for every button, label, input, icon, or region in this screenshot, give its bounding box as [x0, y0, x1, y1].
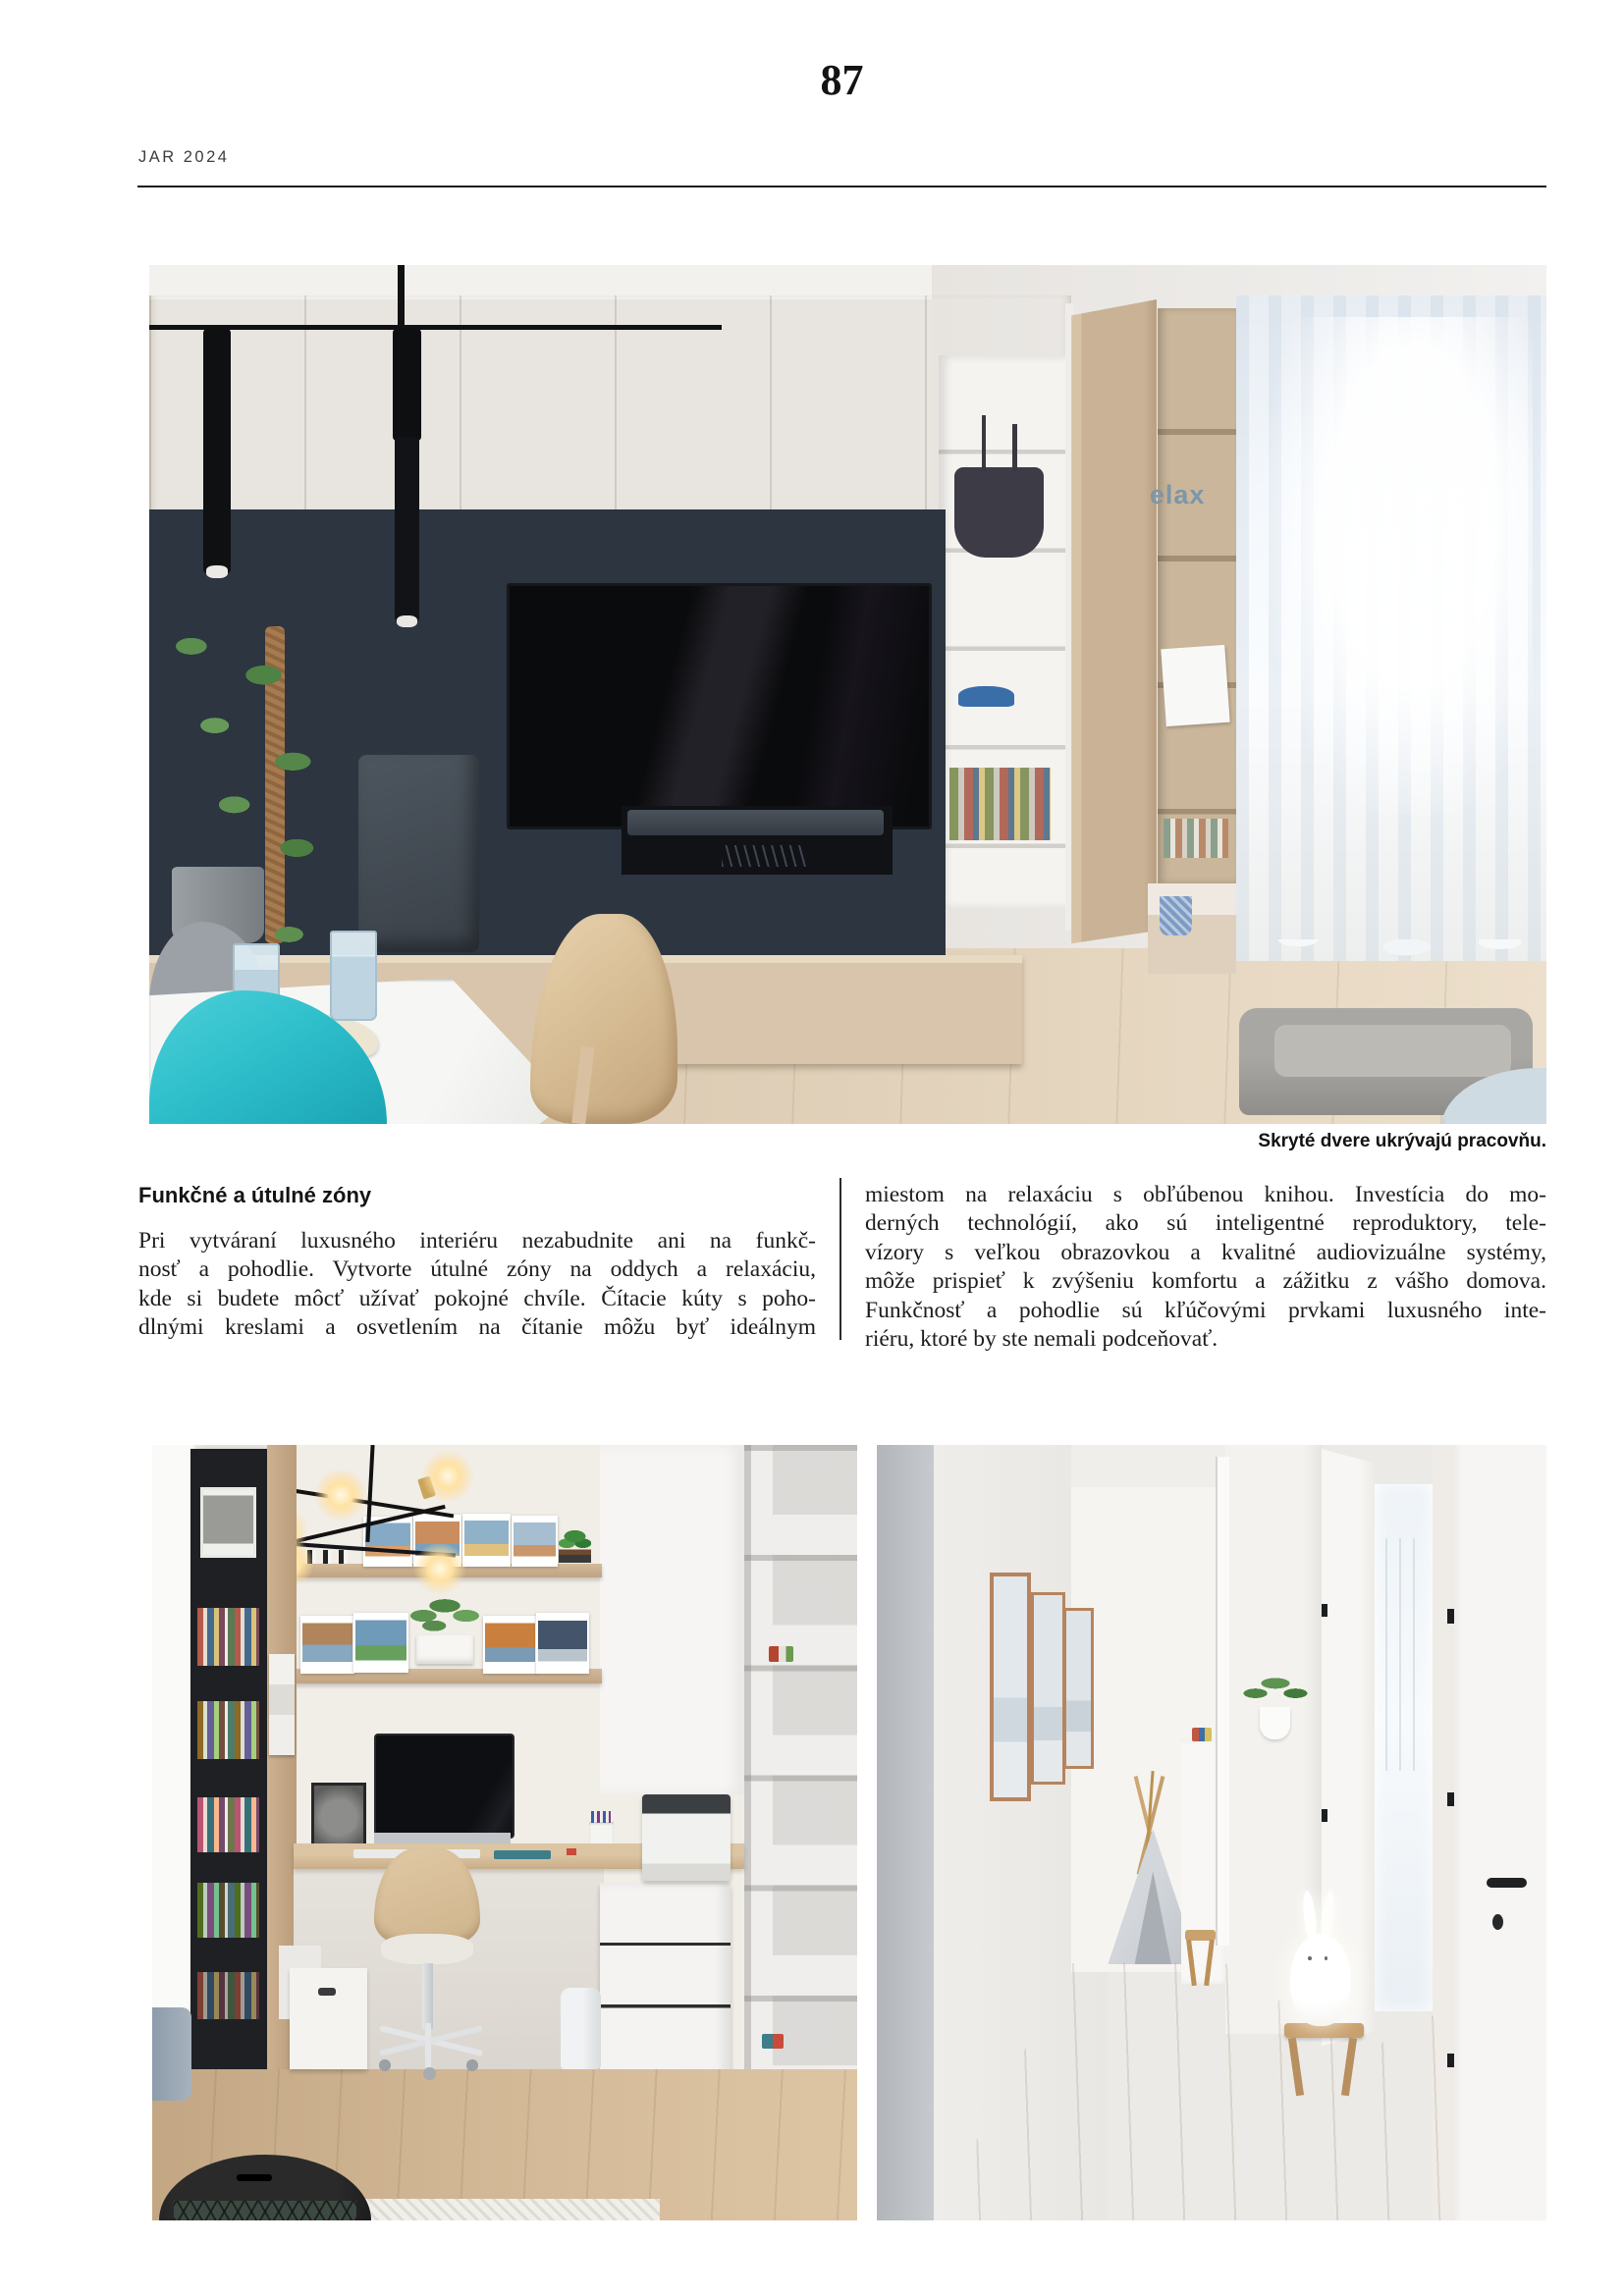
postcard-frame: [483, 1616, 536, 1674]
header-rule: [137, 186, 1546, 187]
lego-brick: [567, 1848, 575, 1855]
lego-toy: [769, 1646, 793, 1662]
right-door: [1450, 1445, 1546, 2220]
blue-basket: [1160, 896, 1192, 934]
notebook: [494, 1850, 550, 1859]
pedal-bin: [561, 1988, 600, 2069]
chair-gaslift: [422, 1963, 433, 2029]
bunny-lamp-body: [1290, 1934, 1350, 2027]
door-handle: [1487, 1878, 1527, 1888]
body-text-line: Pri vytváraní luxusného interiéru nezabudnite ani na funkč-: [138, 1228, 816, 1254]
photo-home-office: [152, 1445, 857, 2220]
bulb-glow: [421, 1451, 474, 1502]
body-text-line: môže prispieť k zvýšeniu komfortu a zážitku z vášho domova.: [865, 1268, 1546, 1295]
door-hinge: [1322, 1809, 1327, 1822]
body-text-line: dlnými kreslami a osvetlením na čítanie môžu byť ideálnym: [138, 1314, 816, 1341]
chair-leg: [425, 2023, 431, 2069]
article-heading: Funkčné a útulné zóny: [138, 1183, 372, 1207]
open-door-edge: [1216, 1457, 1229, 1946]
book-row: [197, 1797, 259, 1851]
printer: [642, 1794, 731, 1881]
book-row: [197, 1608, 259, 1666]
lego-toy: [762, 2034, 784, 2048]
pet-bed-cushion: [1274, 1025, 1512, 1077]
pendant-light-tip: [397, 615, 417, 627]
photo-caption: Skryté dvere ukrývajú pracovňu.: [1258, 1131, 1546, 1151]
door-hinge: [1447, 2054, 1454, 2067]
shelf-column: [1158, 308, 1236, 883]
near-wall-edge: [877, 1445, 934, 2220]
table-slot: [237, 2174, 272, 2181]
door-hinge: [1447, 1792, 1454, 1806]
bulb-glow: [413, 1543, 466, 1594]
lego-ship: [954, 467, 1044, 558]
postcard-frame: [300, 1616, 355, 1674]
storage-box: [290, 1968, 367, 2069]
rug: [363, 2199, 660, 2220]
postcard-frame: [462, 1514, 511, 1567]
pendant-cylinder: [203, 329, 230, 573]
photo-hallway: [877, 1445, 1546, 2220]
pens: [591, 1811, 611, 1823]
caster-wheel: [466, 2059, 477, 2071]
bunny-eye: [1308, 1956, 1311, 1960]
body-text-line: derných technológií, ako sú inteligentné reproduktory, tele-: [865, 1210, 1546, 1237]
book-row: [197, 1972, 259, 2018]
caster-wheel: [379, 2059, 390, 2071]
magazine-rack: [269, 1654, 295, 1755]
pendant-stem: [398, 265, 404, 328]
chair-back: [374, 1848, 480, 1946]
wall-frame: [1063, 1608, 1094, 1769]
body-text-line: riéru, ktoré by ste nemali podceňovať.: [865, 1326, 1218, 1353]
article-column-right: [865, 1181, 1546, 1354]
hanging-plant-pot: [1260, 1707, 1290, 1739]
article-column-left: [138, 1227, 816, 1343]
bulb-glow: [314, 1469, 367, 1521]
photo-living-room: [149, 265, 1546, 1124]
window-hint: [1385, 1538, 1419, 1771]
chair-seat: [381, 1934, 472, 1965]
postcard-frame: [353, 1613, 408, 1674]
body-text-line: miestom na relaxáciu s obľúbenou knihou. Investícia do mo-: [865, 1182, 1546, 1207]
book-row: [197, 1883, 259, 1937]
wall-frame: [1031, 1592, 1065, 1785]
plant-box: [416, 1635, 472, 1663]
wire-basket: [174, 2201, 357, 2220]
tv: [507, 583, 932, 829]
ship-mast: [1012, 424, 1016, 471]
subwoofer: [358, 755, 478, 952]
pendant-cylinder: [393, 329, 422, 441]
wall-frame: [990, 1573, 1031, 1801]
lego-car: [958, 686, 1014, 707]
sofa-arm: [152, 2007, 191, 2101]
column-divider: [839, 1178, 841, 1340]
water-glass: [330, 931, 377, 1021]
relax-sign: elax: [1149, 479, 1206, 509]
toy-on-wardrobe: [1192, 1728, 1212, 1740]
postcard-frame: [536, 1613, 589, 1674]
small-books: [1164, 819, 1227, 857]
cables: [722, 845, 805, 868]
body-text-line: Funkčnosť a pohodlie sú kľúčovými prvkami luxusného inte-: [865, 1297, 1546, 1323]
curtain-hem: [1236, 939, 1546, 965]
window-glow: [1267, 317, 1532, 816]
postcard-frame: [512, 1516, 558, 1567]
shelf-plant: [409, 1588, 480, 1638]
white-cabinet: [600, 1445, 744, 1794]
body-text-line: kde si budete môcť užívať pokojné chvíle. Čítacie kúty s poho-: [138, 1285, 816, 1311]
imac-screen: [374, 1734, 514, 1839]
door-hinge: [1322, 1604, 1327, 1617]
door-hinge: [1447, 1609, 1454, 1623]
body-text-line: vízory s veľkou obrazovkou a kvalitné audiovizuálne systémy,: [865, 1239, 1546, 1265]
ship-mast: [982, 415, 986, 471]
hidden-door-open: [1071, 299, 1157, 943]
page-number: 87: [820, 56, 864, 104]
whiteboard: [1161, 645, 1230, 726]
body-text-line: nosť a pohodlie. Vytvorte útulné zóny na oddych a relaxáciu,: [138, 1256, 816, 1283]
lego-bonsai: [559, 1527, 591, 1563]
pendant-cylinder: [395, 437, 418, 621]
book-row: [197, 1701, 259, 1759]
pendant-light-tip: [206, 565, 229, 577]
box-handle: [318, 1988, 337, 1996]
drawer-unit: [600, 1883, 731, 2077]
caster-wheel: [423, 2067, 435, 2080]
lego-houses: [949, 768, 1050, 840]
edition-label: JAR 2024: [138, 148, 230, 166]
soundbar: [627, 810, 885, 835]
portrait-frame: [200, 1487, 256, 1557]
pendant-bar: [149, 325, 722, 330]
pen-cup: [589, 1822, 613, 1843]
